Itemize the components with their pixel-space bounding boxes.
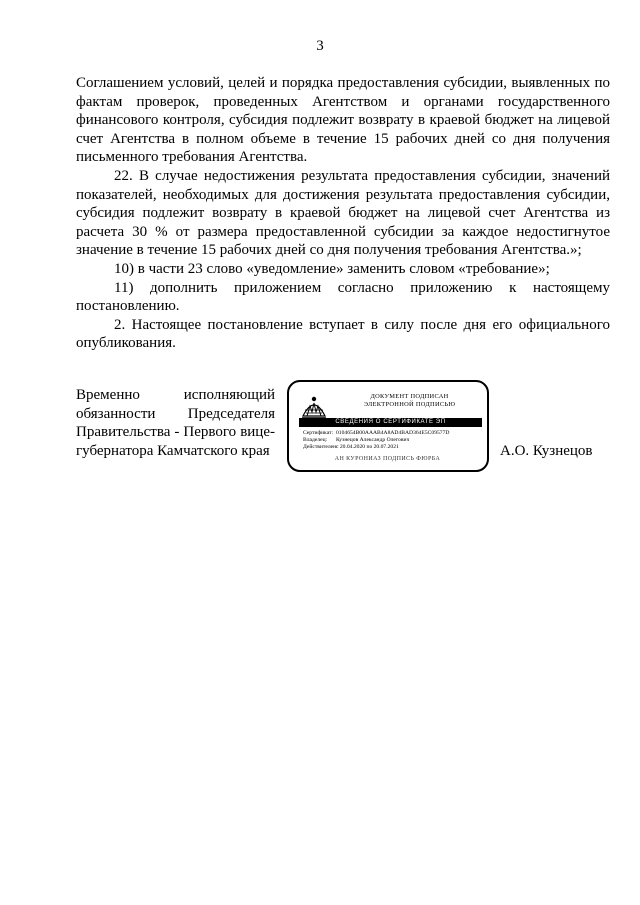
stamp-row-certificate	[303, 430, 483, 437]
signatory-title-line: губернатора Камчатского края	[76, 442, 270, 459]
stamp-header-line: ДОКУМЕНТ ПОДПИСАН	[370, 393, 449, 400]
document-body	[76, 74, 610, 353]
stamp-row-value: 0104654B00AAAB4A8AD4BAD364E5C09577D	[336, 430, 450, 436]
electronic-signature-stamp	[287, 380, 489, 472]
stamp-certificate-bar: СВЕДЕНИЯ О СЕРТИФИКАТЕ ЭП	[299, 418, 482, 427]
stamp-header-line: ЭЛЕКТРОННОЙ ПОДПИСЬЮ	[363, 400, 456, 408]
stamp-row-value: с 20.04.2020 по 20.07.2021	[336, 444, 399, 450]
paragraph-item-11: 11) дополнить приложением согласно приложению к настоящему постановлению.	[76, 279, 610, 315]
stamp-row-label: Действителен:	[303, 444, 338, 450]
stamp-row-validity	[303, 444, 483, 451]
stamp-row-value: Кузнецов Александр Олегович	[336, 437, 410, 443]
signatory-name: А.О. Кузнецов	[500, 443, 593, 459]
stamp-row-label: Владелец:	[303, 437, 328, 443]
paragraph-item-10: 10) в части 23 слово «уведомление» заменить словом «требование»;	[114, 260, 550, 277]
stamp-certificate-details	[303, 430, 483, 451]
signatory-title-line: Правительства - Первого вице-	[76, 424, 275, 441]
paragraph-continuation: Соглашением условий, целей и порядка предоставления субсидии, выявленных по фактам проверок, проведенных Агентством и органами государственного финансового контроля, субсидия подлежит возврату в краевой бюджет на лицевой счет Агентства в полном объеме в течение 15 рабочих дней со дня получения письменного требования Агентства.	[76, 75, 610, 166]
signatory-title-line: обязанности Председателя	[76, 405, 275, 422]
stamp-footer: АН КУРОНИАЗ ПОДПИСЬ ФЮРБА	[334, 456, 441, 462]
coat-of-arms-icon	[299, 392, 329, 420]
paragraph-22: 22. В случае недостижения результата предоставления субсидии, значений показателей, необходимых для достижения результата предоставления субсидии, субсидия подлежит возврату в краевой бюджет на лицевой счет Агентства из расчета 30 % от размера предоставленной субсидии за каждое недостигнутое значение в течение 15 рабочих дней со дня получения требования Агентства.»;	[76, 167, 610, 259]
signatory-title	[76, 386, 275, 460]
paragraph-2: 2. Настоящее постановление вступает в силу после дня его официального опубликования.	[76, 316, 610, 352]
page-number: 3	[316, 38, 324, 54]
stamp-row-label: Сертификат:	[303, 430, 334, 436]
stamp-row-owner	[303, 437, 483, 444]
signatory-title-line: Временно исполняющий	[76, 387, 275, 403]
stamp-header	[337, 393, 482, 408]
